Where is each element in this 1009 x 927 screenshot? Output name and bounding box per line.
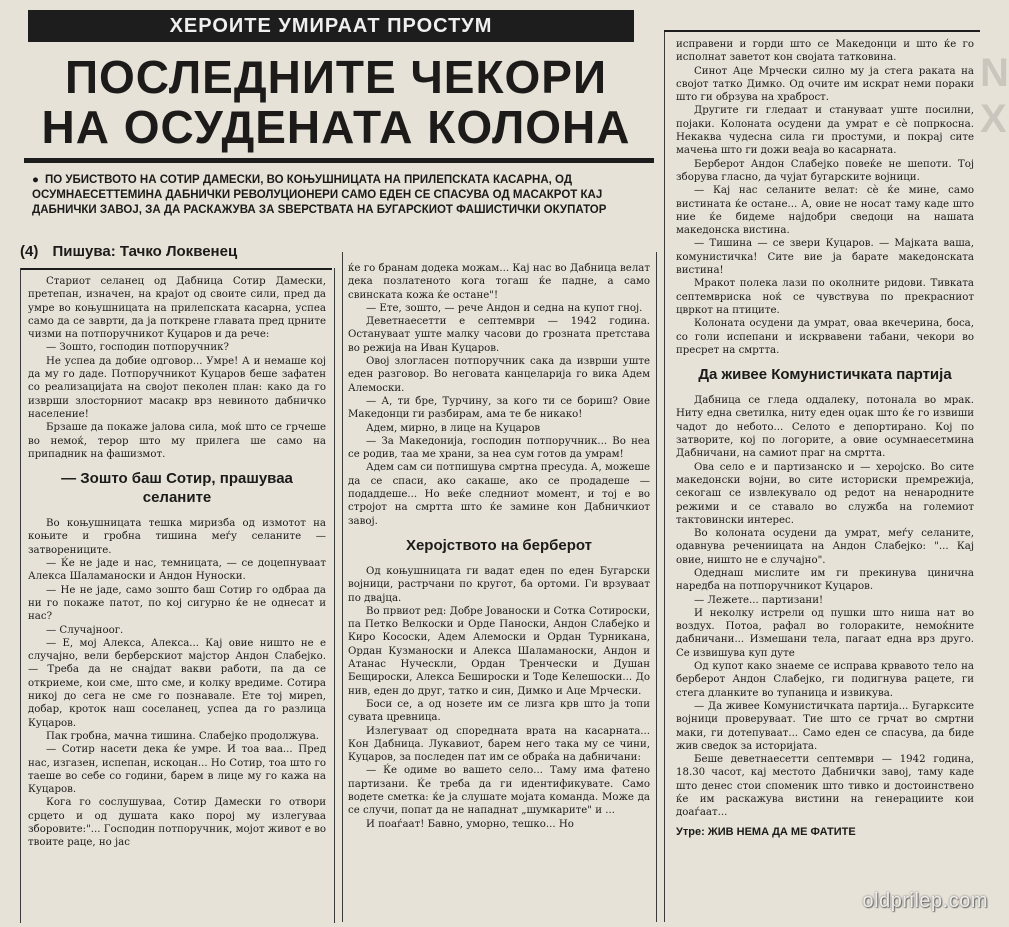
paragraph: Кога го сослушуваа, Сотир Дамески го отвори срцето и од душата како порој му излегуваа зборовите:"... Господин потпоручник, мојот живот е во твоите раце, но јас: [28, 797, 326, 849]
paragraph: Синот Аце Мрчески силно му ја стега раката на својот татко Димко. Од очите им искрат неми пораки што ги обрзува на храброст.: [676, 65, 974, 104]
paragraph: Беше деветнаесетти септември — 1942 година, 18.30 часот, кај местото Дабнички завој, таму каде што денес стои споменик што тивко и достоинствено ќе им раскажува вистини на генерациите кои доаѓаат...: [676, 754, 974, 819]
part-number: (4): [20, 243, 39, 260]
deck-text: ПО УБИСТВОТО НА СОТИР ДАМЕСКИ, ВО КОЊУШНИЦАТА НА ПРИЛЕПСКАТА КАСАРНА, ОД ОСУМНАЕСЕТТЕМИНА ДАБНИЧКИ РЕВОЛУЦИОНЕРИ САМО ЕДЕН СЕ СПАСУВА ОД МАСАКРОТ КАЈ ДАБНИЧКИ ЗАВОЈ, ЗА ДА РАСКАЖУВА ЗА ЅВЕРСТВАТА НА БУГАРСКИОТ ФАШИСТИЧКИ ОКУПАТОР: [32, 174, 607, 216]
subheading-da-zhivee-partijata: Да живее Комунистичката партија: [698, 366, 952, 384]
column-3-left-rule: [664, 30, 665, 922]
byline: [20, 243, 340, 260]
paragraph: — Не не јаде, само зошто баш Сотир го одбраа да ни го покаже патот, по кој сигурно ќе не однесат и нас?: [28, 584, 326, 623]
subheading-herojstvoto: Херојството на берберот: [405, 536, 593, 554]
paragraph: Другите ги гледаат и стануваат уште посилни, појаки. Колоната осудени да умрат е сè попркосна. Некаква чудесна сила ги простуми, и покрај сите мачења што ги дожи веаја во касарната.: [676, 105, 974, 157]
column-2-right-rule: [656, 252, 657, 922]
paragraph: исправени и горди што се Македонци и што ќе го исполнат заветот кон својата татковина.: [676, 39, 974, 64]
headline: [36, 52, 636, 152]
paragraph: Стариот селанец од Дабница Сотир Дамески, претепан, изначен, на крајот од своите сили, пред да умре во коњушницата на прилепската касарна, успеа само да се заврти, да ја поткрене главата пред црните чизми на потпоручникот Куцаров и да рече:: [28, 276, 326, 341]
headline-line-2: НА ОСУДЕНАТА КОЛОНА: [41, 101, 631, 153]
paragraph: — Ете, зошто, — рече Андон и седна на купот гној.: [366, 302, 643, 314]
column-1-top-rule: [20, 268, 332, 270]
deck-summary: [32, 173, 642, 218]
paragraph: — За Македонија, господин потпоручник... Во неа се родив, таа ме храни, за неа сум готов да умрам!: [348, 435, 650, 461]
paragraph: Одеднаш мислите им ги прекинува цинична наредба на потпоручникот Куцаров.: [676, 567, 974, 593]
watermark: oldprilep.com: [862, 890, 988, 912]
subheading-zoshto-bash-sotir: — Зошто баш Сотир, прашуваа селаните: [61, 470, 293, 507]
paragraph: — Ќе одиме во вашето село... Таму има фатено партизани. Ќе треба да ги идентификувате. Само водете сметка: ќе ја слушате мојата команда. Може да се случи, попат да не нападнат „шумкарите" и ...: [348, 765, 650, 817]
headline-line-1: ПОСЛЕДНИТЕ ЧЕКОРИ: [64, 51, 608, 103]
paragraph: Брзаше да покаже јалова сила, моќ што се грчеше во немоќ, терор што му прилега ше само на припадник на фашизмот.: [28, 422, 326, 460]
paragraph: Во колоната осудени да умрат, меѓу селаните, одавнува речениицата на Андон Слабејко: "... Кај овие, ништо не е случајно".: [676, 528, 974, 566]
paragraph: — Лежете... партизани!: [694, 594, 824, 606]
paragraph: — Кај нас селаните велат: сè ќе мине, само вистината ќе остане... А, овие не носат таму каде што ние ќе бидеме најдобри сведоци на нашата македонска вистина.: [676, 185, 974, 237]
column-1-left-rule: [20, 268, 21, 923]
paragraph: Овој злогласен потпоручник сака да изврши уште еден разговор. Во неговата канцеларија го вика Адем Алемоски.: [348, 356, 650, 394]
paragraph: — Е, мој Алекса, Алекса... Кај овие ништо не е случајно, вели берберскиот мајстор Андон Слабејко. — Треба да не снајдат вакви работи, па да се откриеме, кои сме, што сме, и колку вредиме. Сотира никој до сега не сме го познавале. Ете тој миреn, добар, кроток наш соселанец, успеа да го разлица Куцаров.: [28, 637, 326, 729]
article-column-1: [28, 275, 326, 915]
kicker-bar: ХЕРОИТЕ УМИРААТ ПРОСТУМ: [28, 10, 634, 42]
paragraph: Дабница се гледа оддалеку, потонала во мрак. Ниту една светилка, ниту еден оџак што ќе го извиши чадот до небото... Селото е депортирано. Кој по затворите, кој по логорите, а овие осумнаесетмина Дабничани, на самиот праг на смртта.: [676, 395, 974, 460]
paragraph: Мракот полека лази по околните ридови. Тивката септемвриска ноќ се чувствува по прекрасниот цвркот на птиците.: [676, 278, 974, 316]
paragraph: Деветнаесетти е септември — 1942 година. Остануваат уште малку часови до грозната претстава во режија на Иван Куцаров.: [348, 316, 650, 354]
paragraph: Излегуваат од спореднaта врата на касарната... Кон Дабница. Лукавиот, барем него така му се чини, Куцаров, за последен пат им се обраќа на дабничани:: [348, 725, 650, 764]
paragraph: — Случајноог.: [46, 624, 124, 636]
paragraph: Ова село е и партизанско и — херојско. Во сите македонски војни, во сите историски премрежија, секогаш се извлекувало од редот на ненародните режими и се ставало во служба на големиот тактовински интерес.: [676, 461, 974, 526]
headline-rule: [24, 158, 654, 163]
paragraph: ќе го бранам додека можам... Кај нас во Дабница велат дека позлатеното кога тогаш ќе падне, а само свинската кожа ќе остане"!: [348, 263, 650, 301]
bullet-icon: ●: [32, 174, 39, 186]
paragraph: Во првиот ред: Добре Јованоски и Сотка Сотироски, па Петко Велкоски и Орде Паноски, Андон Слабејко и Киро Кососки, Адем Алемоски и Ордан Турникана, Ордан Кузманоски и Алекса Шаламаноски, Андон и Атанас Нуческли, Ордан Тренчески и Душан Бещироски, Алекса Бешироски и Тоде Келешоски... До нив, еден до друг, татко и син, Димко и Аце Мрчески.: [348, 605, 650, 697]
paragraph: Боси се, а од нозете им се лизга крв што ја топи сувата цревница.: [348, 698, 650, 724]
paragraph: Колоната осудени да умрат, оваа вкечерина, боса, со голи испепани и искрвавени табани, чекори во пресрет на смртта.: [676, 318, 974, 356]
paragraph: — Да живее Комунистичката партија... Бугарксите војници проверуваат. Тие што се грчат во смртни маки, ги дотепуваат... Само еден се спасува, да биде жив сведок за историјата.: [676, 700, 974, 752]
column-3-top-rule: [664, 30, 980, 32]
paragraph: Адем сам си потпишува смртна пресуда. А, можеше да се спаси, ако сакаше, ако се продадеше — подаддеше... Но веќе следниот момент, и тој е во стројот на смртта што ќе замине кон Дабничкиот завој.: [348, 462, 650, 527]
paragraph: — А, ти бре, Турчину, за кого ти се бориш? Овие Македонци ги разбирам, ама те бе никако!: [348, 395, 650, 421]
paragraph: И неколку истрели од пушки што ниша нат во воздух. Потоа, рафал во голорaките, немоќните дабничани... Измешани тела, пагаат една врз друго. Се извишува куп дуте: [676, 607, 974, 659]
paragraph: Од коњушницата ги вадат еден по еден Бугарски војници, растрчани по кругот, ба ортоми. Ги врзуваат по двајца.: [348, 565, 650, 604]
paragraph: И поаѓаат! Бавно, уморно, тешко... Но: [366, 818, 574, 830]
paragraph: Берберот Андон Слабејко повеќе не шепоти. Тој зборува гласно, да чујат бугарските војници.: [676, 158, 974, 183]
paragraph: — Тишина — се звери Куцаров. — Мајката ваша, комунистичка! Сите вие ја барате македонската вистина!: [676, 238, 974, 277]
paragraph: Адем, мирно, в лице на Куцаров: [366, 422, 541, 434]
article-column-2: [348, 262, 650, 922]
continued-tomorrow-note: Утре: ЖИВ НЕМА ДА МЕ ФАТИТЕ: [676, 825, 856, 838]
column-2-left-rule: [342, 252, 343, 922]
paragraph: — Сотир насети дека ќе умре. И тоа ваа... Пред нас, изгазен, испепан, искоцан... Но Сотир, тоа што го таеше во себе со години, барем в лице му го кажа на Куцаров.: [28, 744, 326, 796]
paragraph: — Зошто, господин потпоручник?: [46, 342, 229, 354]
paragraph: Пак гробна, мачна тишина. Слабејко продолжува.: [46, 730, 320, 742]
paragraph: Не успеа да добие одговор... Умре! А и немаше кој да му го даде. Потпоручникот Куцаров беше зафатен со реализацијата на својот пеколен план: како да го изврши злосторниот масакр врз невиното дабничко население!: [28, 355, 326, 420]
paragraph: Од купот како знаеме се исправа крвавото тело на берберот Андон Слабејко, ги подигнува рацете, ги стега дланките во тупаница и извикува.: [676, 661, 974, 699]
article-column-3: [676, 38, 974, 918]
column-divider-1: [334, 268, 335, 923]
paragraph: Во коњушницата тешка миризба од измотот на коњите и гробна тишина меѓу селаните — затворениците.: [28, 518, 326, 556]
byline-author: Пишува: Тачко Локвенец: [52, 243, 238, 260]
bleed-through-text: N X: [980, 51, 1009, 141]
paragraph: — Ќе не јаде и нас, темницата, — се доцепнуваат Алекса Шаламаноски и Андон Нуноски.: [28, 558, 326, 583]
